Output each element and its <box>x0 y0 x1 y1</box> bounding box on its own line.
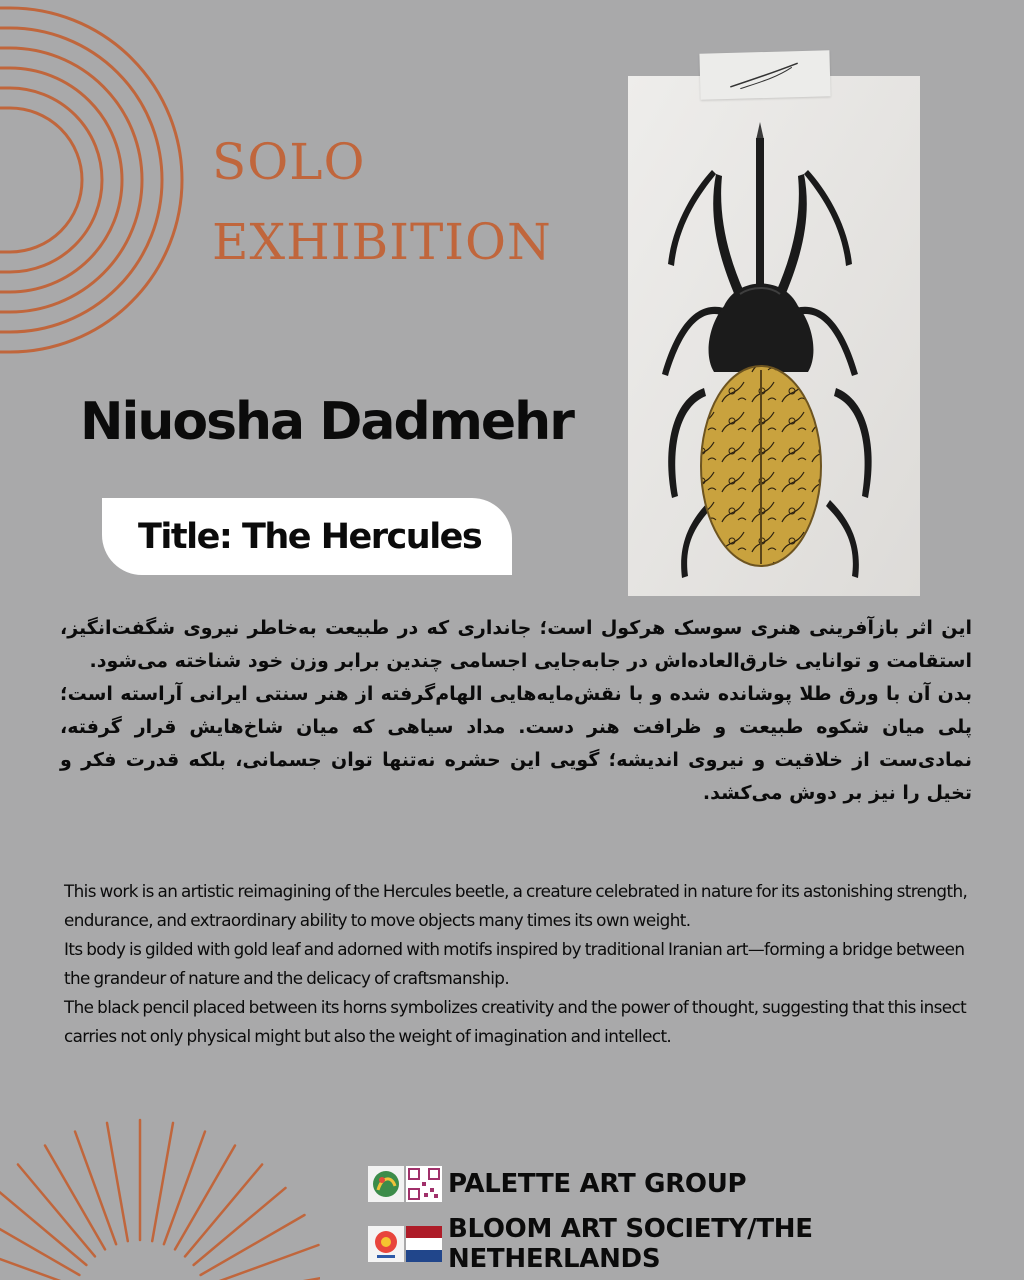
persian-paragraph-1: این اثر بازآفرینی هنری سوسک هرکول است؛ جانداری که در طبیعت به‌خاطر نیروی شگفت‌انگیز، استقامت و توانایی خارق‌العاده‌اش در جابه‌جایی اجسامی چندین برابر وزن خود شناخته می‌شود. <box>60 617 972 672</box>
organizer-name-bloom: BLOOM ART SOCIETY/THE NETHERLANDS <box>448 1214 813 1274</box>
persian-paragraph-2: بدن آن با ورق طلا پوشانده شده و با نقش‌مایه‌هایی الهام‌گرفته از هنر سنتی ایرانی آراسته است؛ پلی میان شکوه طبیعت و ظرافت هنر دست. مداد سیاهی که میان شاخ‌هایش قرار گرفته، نمادی‌ست از خلاقیت و نیروی اندیشه؛ گویی این حشره نه‌تنها توان جسمانی، بلکه قدرت فکر و تخیل را نیز بر دوش می‌کشد. <box>60 683 972 804</box>
english-description <box>64 877 976 1051</box>
bloom-logo-icon <box>368 1226 404 1262</box>
exhibition-heading <box>212 122 552 282</box>
artwork-title: Title: The Hercules <box>138 516 482 557</box>
artwork-photo <box>628 76 920 596</box>
persian-description <box>60 612 972 810</box>
sunburst-ray <box>107 1123 128 1241</box>
bloom-logos <box>368 1226 442 1262</box>
tape-strip <box>699 50 830 99</box>
heading-line-exhibition: EXHIBITION <box>212 213 552 271</box>
concentric-arcs-decoration <box>0 0 230 380</box>
artist-name: Niuosha Dadmehr <box>80 392 573 452</box>
palette-logos <box>368 1166 442 1202</box>
english-paragraph-2: Its body is gilded with gold leaf and adorned with motifs inspired by traditional Iranian art—forming a bridge between the grandeur of nature and the delicacy of craftsmanship. <box>64 939 965 988</box>
english-paragraph-3: The black pencil placed between its horns symbolizes creativity and the power of thought, suggesting that this insect carries not only physical might but also the weight of imagination and intellect. <box>64 997 967 1046</box>
sunburst-ray <box>164 1132 205 1245</box>
artwork-title-pill <box>102 498 512 575</box>
organizer-palette <box>368 1166 746 1202</box>
qr-code-icon <box>406 1166 442 1202</box>
hercules-beetle-image <box>628 76 920 596</box>
organizer-name-palette: PALETTE ART GROUP <box>448 1169 747 1199</box>
sunburst-ray <box>75 1132 116 1245</box>
organizer-bloom <box>368 1214 1024 1274</box>
palette-logo-icon <box>368 1166 404 1202</box>
sunburst-ray <box>152 1123 173 1241</box>
heading-line-solo: SOLO <box>212 133 366 191</box>
english-paragraph-1: This work is an artistic reimagining of the Hercules beetle, a creature celebrated in nature for its astonishing strength, endurance, and extraordinary ability to move objects many times its own weight. <box>64 881 968 930</box>
netherlands-flag-icon <box>406 1226 442 1262</box>
sunburst-decoration <box>0 1110 320 1280</box>
tape-scribble-icon <box>699 50 830 99</box>
